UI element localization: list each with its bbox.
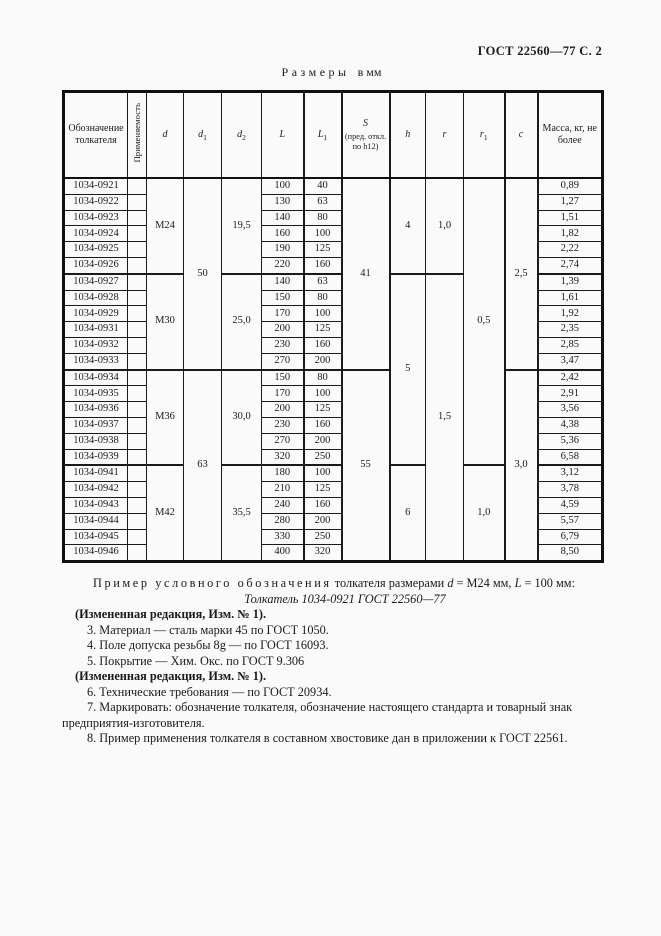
cell-designation: 1034-0923: [64, 210, 128, 226]
cell-L: 280: [262, 513, 304, 529]
cell-designation: 1034-0921: [64, 178, 128, 194]
cell-L: 140: [262, 210, 304, 226]
note-5: 5. Покрытие — Хим. Окс. по ГОСТ 9.306: [87, 653, 305, 668]
cell-applicability: [128, 322, 147, 338]
cell-mass: 1,27: [538, 194, 603, 210]
cell-applicability: [128, 226, 147, 242]
column-header-S: S (пред. откл. по h12): [342, 92, 390, 179]
cell-designation: 1034-0933: [64, 353, 128, 369]
cell-mass: 2,42: [538, 370, 603, 386]
cell-designation: 1034-0938: [64, 433, 128, 449]
cell-L: 230: [262, 417, 304, 433]
cell-d: М30: [147, 274, 184, 370]
cell-L: 270: [262, 433, 304, 449]
column-header-d2: $d_2$: [222, 92, 262, 179]
cell-mass: 2,85: [538, 337, 603, 353]
applicability-vertical-label: Применяемость: [131, 102, 142, 163]
table-row: [64, 370, 603, 386]
cell-L: 330: [262, 529, 304, 545]
cell-mass: 3,12: [538, 465, 603, 481]
cell-L: 200: [262, 322, 304, 338]
cell-L: 320: [262, 449, 304, 465]
cell-L: 270: [262, 353, 304, 369]
table-title-unit: в мм: [357, 65, 382, 79]
cell-mass: 1,61: [538, 290, 603, 306]
example-designation: Толкатель 1034-0921 ГОСТ 22560—77: [244, 591, 446, 606]
cell-L: 230: [262, 337, 304, 353]
cell-applicability: [128, 465, 147, 481]
cell-L: 160: [262, 226, 304, 242]
cell-applicability: [128, 353, 147, 369]
cell-L1: 125: [304, 482, 342, 498]
cell-L1: 40: [304, 178, 342, 194]
doc-number-header: [62, 44, 602, 59]
cell-mass: 5,36: [538, 433, 603, 449]
cell-L1: 80: [304, 210, 342, 226]
cell-h: 4: [390, 178, 426, 274]
cell-applicability: [128, 482, 147, 498]
column-header-designation: Обозначение толкателя: [64, 92, 128, 179]
amended-note-1: (Измененная редакция, Изм. № 1).: [75, 607, 267, 621]
cell-L1: 63: [304, 274, 342, 290]
column-header-h: h: [390, 92, 426, 179]
cell-designation: 1034-0941: [64, 465, 128, 481]
cell-L: 200: [262, 402, 304, 418]
cell-L: 400: [262, 545, 304, 562]
cell-L: 190: [262, 242, 304, 258]
cell-L: 100: [262, 178, 304, 194]
cell-mass: 3,47: [538, 353, 603, 369]
cell-applicability: [128, 433, 147, 449]
cell-L1: 200: [304, 513, 342, 529]
cell-L: 150: [262, 290, 304, 306]
cell-L1: 100: [304, 226, 342, 242]
cell-L: 220: [262, 257, 304, 273]
cell-designation: 1034-0942: [64, 482, 128, 498]
cell-applicability: [128, 337, 147, 353]
cell-L1: 250: [304, 529, 342, 545]
cell-mass: 5,57: [538, 513, 603, 529]
cell-L: 180: [262, 465, 304, 481]
cell-mass: 4,38: [538, 417, 603, 433]
cell-L1: 100: [304, 465, 342, 481]
cell-mass: 1,92: [538, 306, 603, 322]
dimension-table-body: [64, 178, 603, 562]
cell-applicability: [128, 306, 147, 322]
cell-L1: 200: [304, 353, 342, 369]
cell-L: 150: [262, 370, 304, 386]
cell-h: 6: [390, 465, 426, 561]
cell-r: 1,0: [426, 178, 464, 274]
column-header-c: c: [505, 92, 538, 179]
cell-designation: 1034-0944: [64, 513, 128, 529]
cell-designation: 1034-0927: [64, 274, 128, 290]
cell-mass: 4,59: [538, 497, 603, 513]
cell-L1: 125: [304, 322, 342, 338]
cell-L: 170: [262, 306, 304, 322]
column-header-r1: $r_1$: [464, 92, 505, 179]
table-row: [64, 178, 603, 194]
cell-applicability: [128, 290, 147, 306]
cell-applicability: [128, 210, 147, 226]
notes-block: [62, 576, 628, 747]
cell-d2: 30,0: [222, 370, 262, 466]
cell-designation: 1034-0943: [64, 497, 128, 513]
cell-L1: 320: [304, 545, 342, 562]
cell-c: 3,0: [505, 370, 538, 562]
cell-L1: 125: [304, 402, 342, 418]
cell-S: 41: [342, 178, 390, 370]
column-header-L: L: [262, 92, 304, 179]
cell-designation: 1034-0935: [64, 386, 128, 402]
dimension-table: [62, 90, 604, 563]
cell-L1: 63: [304, 194, 342, 210]
cell-mass: 1,39: [538, 274, 603, 290]
cell-applicability: [128, 178, 147, 194]
cell-d1: 50: [184, 178, 222, 370]
cell-mass: 1,82: [538, 226, 603, 242]
cell-applicability: [128, 497, 147, 513]
cell-L: 170: [262, 386, 304, 402]
cell-designation: 1034-0926: [64, 257, 128, 273]
amended-note-2: (Измененная редакция, Изм. № 1).: [75, 669, 267, 683]
cell-r1: 1,0: [464, 465, 505, 561]
cell-applicability: [128, 370, 147, 386]
note-7: 7. Маркировать: обозначение толкателя, обозначение настоящего стандарта и товарный знак предприятия-изготовителя.: [62, 700, 573, 730]
cell-mass: 6,58: [538, 449, 603, 465]
cell-applicability: [128, 513, 147, 529]
cell-designation: 1034-0946: [64, 545, 128, 562]
cell-L1: 160: [304, 257, 342, 273]
cell-mass: 2,74: [538, 257, 603, 273]
cell-L1: 160: [304, 417, 342, 433]
column-header-d: d: [147, 92, 184, 179]
column-header-d1: $d_1$: [184, 92, 222, 179]
cell-designation: 1034-0937: [64, 417, 128, 433]
cell-designation: 1034-0924: [64, 226, 128, 242]
cell-L1: 160: [304, 497, 342, 513]
table-title-word: Размеры: [281, 65, 350, 79]
cell-mass: 2,22: [538, 242, 603, 258]
cell-L1: 200: [304, 433, 342, 449]
cell-designation: 1034-0936: [64, 402, 128, 418]
cell-L1: 125: [304, 242, 342, 258]
table-title: [62, 65, 601, 80]
cell-applicability: [128, 386, 147, 402]
cell-applicability: [128, 242, 147, 258]
header-row: [64, 92, 603, 179]
cell-designation: 1034-0922: [64, 194, 128, 210]
cell-d: М42: [147, 465, 184, 561]
note-6: 6. Технические требования — по ГОСТ 20934.: [87, 684, 332, 699]
cell-applicability: [128, 274, 147, 290]
cell-d2: 19,5: [222, 178, 262, 274]
cell-L1: 80: [304, 370, 342, 386]
cell-mass: 2,35: [538, 322, 603, 338]
cell-d2: 35,5: [222, 465, 262, 561]
cell-L: 240: [262, 497, 304, 513]
cell-designation: 1034-0945: [64, 529, 128, 545]
column-header-applicability: [128, 92, 147, 179]
cell-mass: 1,51: [538, 210, 603, 226]
column-header-L1: $L_1$: [304, 92, 342, 179]
cell-applicability: [128, 449, 147, 465]
doc-number: ГОСТ 22560—77 С. 2: [477, 44, 602, 58]
cell-d2: 25,0: [222, 274, 262, 370]
cell-d: М24: [147, 178, 184, 274]
cell-designation: 1034-0934: [64, 370, 128, 386]
cell-mass: 3,56: [538, 402, 603, 418]
cell-applicability: [128, 402, 147, 418]
cell-r1: 0,5: [464, 178, 505, 465]
cell-applicability: [128, 545, 147, 562]
cell-applicability: [128, 529, 147, 545]
example-line: Пример условного обозначения толкателя размерами d = М24 мм, L = 100 мм:: [93, 576, 576, 590]
cell-applicability: [128, 417, 147, 433]
note-4: 4. Поле допуска резьбы 8g — по ГОСТ 16093.: [87, 638, 329, 652]
cell-designation: 1034-0925: [64, 242, 128, 258]
cell-d: М36: [147, 370, 184, 466]
cell-L: 130: [262, 194, 304, 210]
cell-L1: 160: [304, 337, 342, 353]
cell-L1: 250: [304, 449, 342, 465]
cell-L: 210: [262, 482, 304, 498]
cell-applicability: [128, 257, 147, 273]
cell-mass: 8,50: [538, 545, 603, 562]
column-header-mass: Масса, кг, не более: [538, 92, 603, 179]
cell-L1: 80: [304, 290, 342, 306]
cell-designation: 1034-0928: [64, 290, 128, 306]
cell-mass: 2,91: [538, 386, 603, 402]
cell-designation: 1034-0939: [64, 449, 128, 465]
cell-h: 5: [390, 274, 426, 466]
note-8: 8. Пример применения толкателя в составном хвостовике дан в приложении к ГОСТ 22561.: [87, 731, 568, 745]
cell-S: 55: [342, 370, 390, 562]
cell-L1: 100: [304, 306, 342, 322]
cell-d1: 63: [184, 370, 222, 562]
cell-designation: 1034-0932: [64, 337, 128, 353]
cell-r: 1,5: [426, 274, 464, 562]
cell-c: 2,5: [505, 178, 538, 370]
cell-designation: 1034-0931: [64, 322, 128, 338]
cell-mass: 0,89: [538, 178, 603, 194]
cell-applicability: [128, 194, 147, 210]
note-3: 3. Материал — сталь марки 45 по ГОСТ 1050.: [87, 622, 329, 637]
cell-mass: 3,78: [538, 482, 603, 498]
column-header-r: r: [426, 92, 464, 179]
cell-designation: 1034-0929: [64, 306, 128, 322]
cell-L: 140: [262, 274, 304, 290]
cell-mass: 6,79: [538, 529, 603, 545]
cell-L1: 100: [304, 386, 342, 402]
